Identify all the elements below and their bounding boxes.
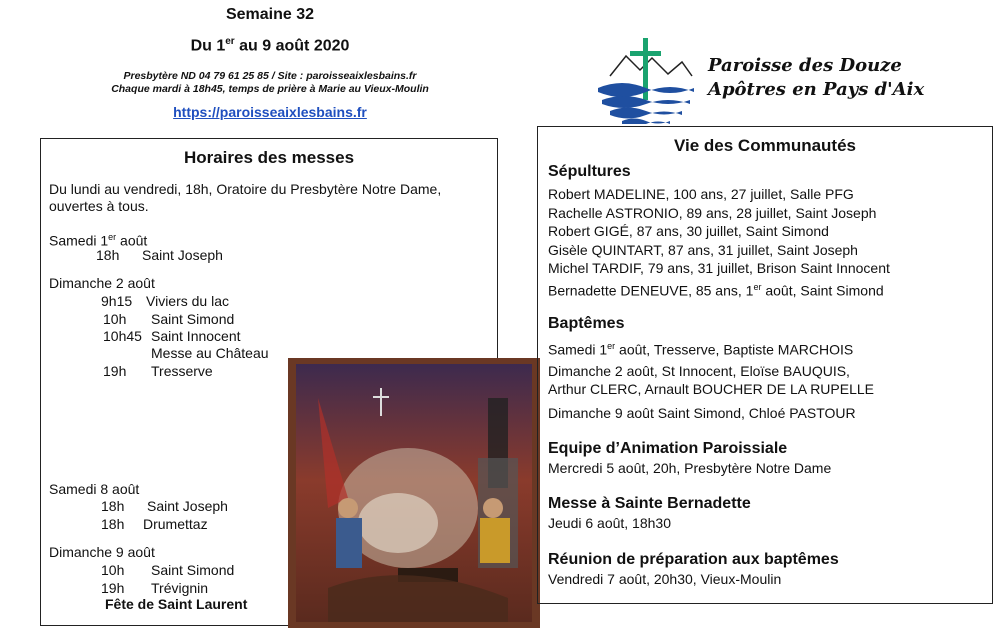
list-item: Arthur CLERC, Arnault BOUCHER DE LA RUPELLE bbox=[548, 381, 875, 397]
mass-time: 18h bbox=[101, 516, 125, 532]
section-heading: Sépultures bbox=[548, 163, 631, 180]
mass-place: Saint Joseph bbox=[142, 247, 223, 263]
community-title: Vie des Communautés bbox=[673, 136, 857, 155]
mass-schedule-title: Horaires des messes bbox=[183, 148, 355, 167]
feast-label: Fête de Saint Laurent bbox=[105, 596, 248, 612]
day-heading: Dimanche 9 août bbox=[49, 544, 155, 560]
section-heading: Réunion de préparation aux baptêmes bbox=[548, 551, 839, 568]
mass-time: 18h bbox=[96, 247, 120, 263]
mass-place: Trévignin bbox=[151, 580, 209, 596]
mass-time: 19h bbox=[101, 580, 125, 596]
list-item: Dimanche 2 août, St Innocent, Eloïse BAUQUIS, bbox=[548, 363, 850, 379]
parish-name bbox=[708, 54, 924, 102]
list-item: Bernadette DENEUVE, 85 ans, 1er août, Saint Simond bbox=[548, 281, 884, 299]
day-heading: Dimanche 2 août bbox=[49, 275, 155, 291]
list-item: Gisèle QUINTART, 87 ans, 31 juillet, Saint Joseph bbox=[548, 241, 858, 258]
list-item: Rachelle ASTRONIO, 89 ans, 28 juillet, Saint Joseph bbox=[548, 204, 877, 221]
prayer-time: Chaque mardi à 18h45, temps de prière à Marie au Vieux-Moulin bbox=[111, 83, 429, 95]
list-item: Dimanche 9 août Saint Simond, Chloé PASTOUR bbox=[548, 405, 856, 421]
day-heading: Samedi 8 août bbox=[49, 481, 140, 497]
weekday-masses-line1: Du lundi au vendredi, 18h, Oratoire du Presbytère Notre Dame, bbox=[49, 181, 442, 197]
list-item: Robert GIGÉ, 87 ans, 30 juillet, Saint Simond bbox=[548, 223, 829, 239]
cross-mountains-waves-icon bbox=[596, 36, 696, 124]
parish-name-line1: Paroisse des Douze bbox=[708, 55, 902, 76]
date-range: Du 1er au 9 août 2020 bbox=[190, 36, 350, 55]
mass-time: 10h bbox=[103, 311, 127, 327]
mass-time: 9h15 bbox=[101, 293, 133, 309]
mass-place: Saint Simond bbox=[151, 311, 235, 327]
mass-time: 10h45 bbox=[103, 328, 142, 344]
weekday-masses-line2: ouvertes à tous. bbox=[49, 198, 149, 214]
website-link[interactable]: https://paroisseaixlesbains.fr bbox=[173, 104, 367, 120]
mass-place: Saint Joseph bbox=[147, 498, 228, 514]
funerals-list bbox=[548, 185, 890, 300]
mass-place: Tresserve bbox=[151, 363, 213, 379]
list-item: Jeudi 6 août, 18h30 bbox=[548, 515, 671, 531]
list-item: Michel TARDIF, 79 ans, 31 juillet, Brison Saint Innocent bbox=[548, 260, 890, 276]
weekday-masses bbox=[49, 181, 441, 215]
contact-info bbox=[0, 70, 540, 96]
mass-place: Drumettaz bbox=[143, 516, 208, 532]
section-heading: Baptêmes bbox=[548, 315, 625, 332]
day-heading: Samedi 1er août bbox=[49, 232, 148, 249]
section-heading: Messe à Sainte Bernadette bbox=[548, 495, 751, 512]
mass-place: Messe au Château bbox=[151, 345, 269, 361]
martyrdom-painting-image bbox=[288, 358, 540, 628]
list-item: Robert MADELINE, 100 ans, 27 juillet, Salle PFG bbox=[548, 186, 854, 202]
list-item: Mercredi 5 août, 20h, Presbytère Notre Dame bbox=[548, 460, 832, 476]
mass-place: Viviers du lac bbox=[146, 293, 230, 309]
week-title: Semaine 32 bbox=[225, 6, 315, 23]
parish-name-line2: Apôtres en Pays d'Aix bbox=[708, 79, 925, 100]
section-heading: Equipe d’Animation Paroissiale bbox=[548, 440, 788, 457]
list-item: Vendredi 7 août, 20h30, Vieux-Moulin bbox=[548, 571, 782, 587]
contact-phone-site: Presbytère ND 04 79 61 25 85 / Site : paroisseaixlesbains.fr bbox=[123, 70, 417, 82]
mass-place: Saint Innocent bbox=[151, 328, 241, 344]
mass-time: 18h bbox=[101, 498, 125, 514]
mass-place: Saint Simond bbox=[151, 562, 235, 578]
mass-time: 19h bbox=[103, 363, 127, 379]
list-item: Samedi 1er août, Tresserve, Baptiste MARCHOIS bbox=[548, 341, 854, 358]
mass-time: 10h bbox=[101, 562, 125, 578]
